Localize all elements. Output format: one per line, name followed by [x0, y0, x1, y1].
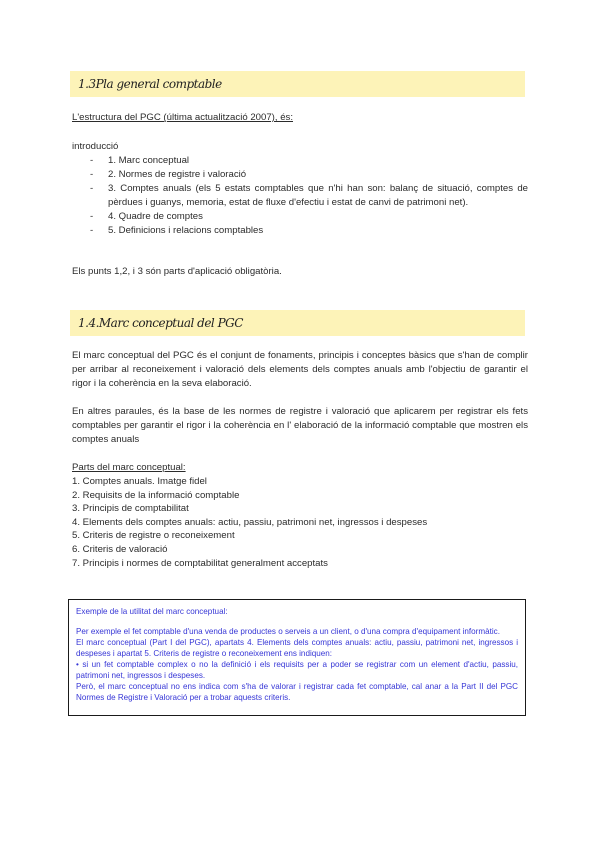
pgc-structure-list	[72, 154, 528, 238]
example-line: Però, el marc conceptual no ens indica com s'ha de valorar i registrar cada fet comptable, cal anar a la Part II del PGC Normes de Registre i Valoració per a trobar aquests criteris.	[76, 682, 518, 702]
marc-conceptual-definition: El marc conceptual del PGC és el conjunt de fonaments, principis i conceptes bàsics que s'han de complir per arribar al reconeixement i valoració dels elements dels comptes anuals amb l'objectiu de garantir el rigor i la coherència en la seva elaboració.	[72, 350, 528, 389]
list-item: 3. Principis de comptabilitat	[72, 503, 189, 515]
marc-conceptual-explanation: En altres paraules, és la base de les normes de registre i valoració que aplicarem per registrar els fets comptables per garantir el rigor i la coherència en l' elaboració de la informació comptable que mostren els comptes anuals	[72, 406, 528, 445]
marc-conceptual-parts-list	[72, 475, 427, 570]
example-line: • si un fet comptable complex o no la definició i els requisits per a poder se registrar com un element d'actiu, passiu, patrimoni net, ingressos i despeses.	[76, 660, 518, 680]
list-item: - 5. Definicions i relacions comptables	[72, 224, 528, 238]
section-heading-band	[70, 71, 525, 97]
section-heading-marc-conceptual: 1.4.Marc conceptual del PGC	[78, 316, 243, 330]
list-item: 5. Criteris de registre o reconeixement	[72, 530, 235, 542]
parts-title: Parts del marc conceptual:	[72, 462, 186, 473]
example-line: Per exemple el fet comptable d'una venda de productes o serveis a un client, o d'una compra d'equipament informàtic.	[76, 627, 500, 636]
list-item: 4. Elements dels comptes anuals: actiu, passiu, patrimoni net, ingressos i despeses	[72, 516, 428, 528]
list-item: - 2. Normes de registre i valoració	[72, 168, 528, 182]
list-item: - 1. Marc conceptual	[72, 154, 528, 168]
list-item: - 4. Quadre de comptes	[72, 210, 528, 224]
section-heading-band	[70, 310, 525, 336]
example-line: El marc conceptual (Part I del PGC), apartats 4. Elements dels comptes anuals: actiu, passiu, patrimoni net, ingressos i despeses i apartat 5. Criteris de registre o reconeixement ens indiquen:	[76, 638, 518, 658]
list-item: 1. Comptes anuals. Imatge fidel	[72, 476, 207, 487]
example-callout-box	[68, 599, 526, 716]
section-heading-pla-general: 1.3Pla general comptable	[78, 77, 222, 91]
list-item: - 3. Comptes anuals (els 5 estats comptables que n'hi han son: balanç de situació, comptes de pèrdues i guanys, memoria, estat de fluxe d'efectiu i estat de canvi de patrimoni net).	[72, 182, 528, 210]
mandatory-parts-note: Els punts 1,2, i 3 són parts d'aplicació obligatòria.	[72, 266, 282, 277]
list-item: 6. Criteris de valoració	[72, 543, 168, 555]
list-item: 7. Principis i normes de comptabilitat generalment acceptats	[72, 557, 328, 569]
intro-item: introducció	[72, 141, 119, 152]
list-item: 2. Requisits de la informació comptable	[72, 489, 240, 501]
structure-intro-label: L'estructura del PGC (última actualització 2007), és:	[72, 112, 293, 123]
example-title: Exemple de la utilitat del marc conceptual:	[76, 607, 228, 616]
